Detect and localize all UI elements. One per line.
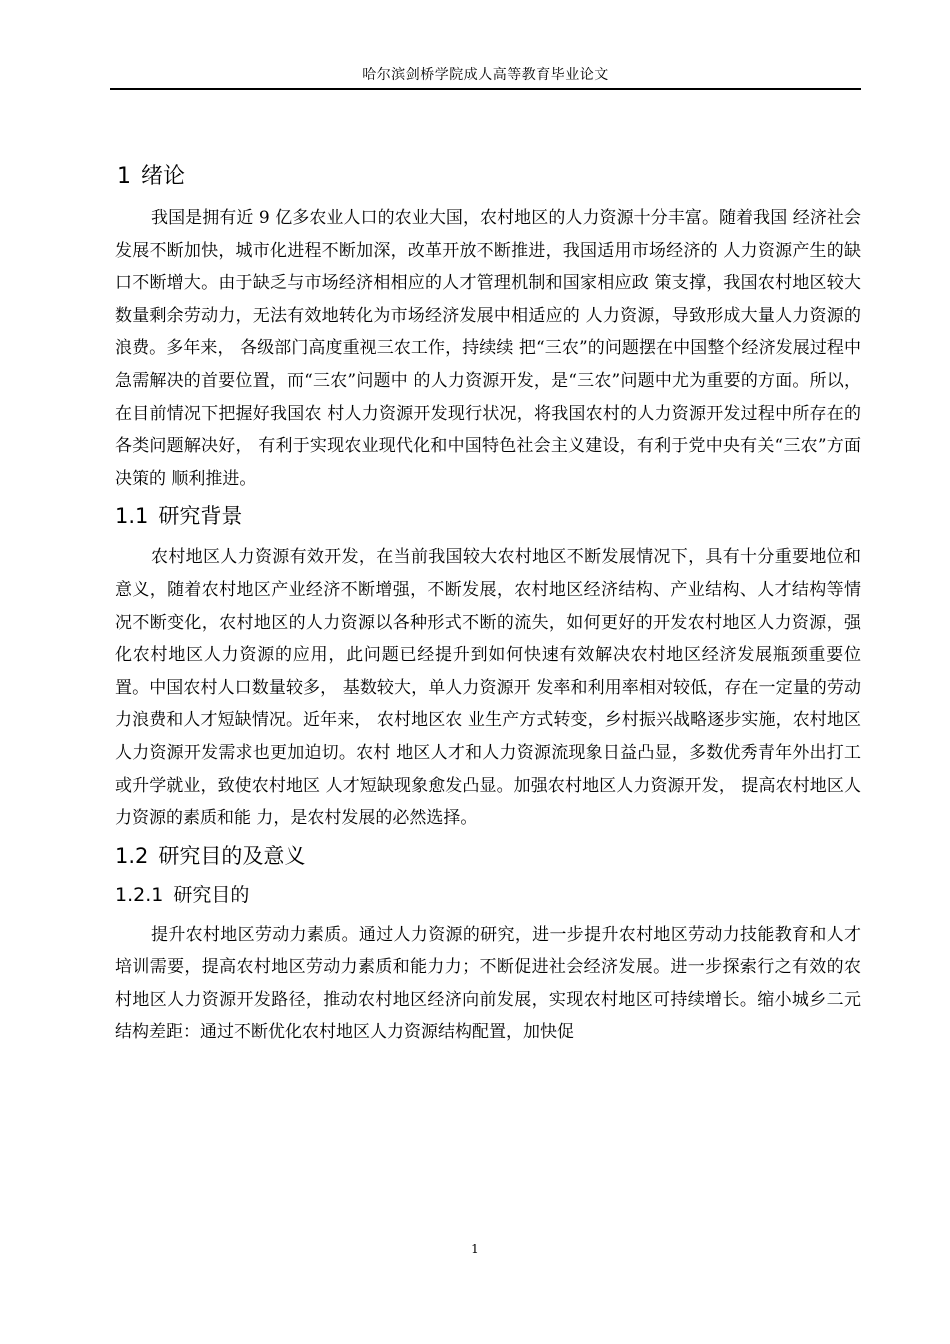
chapter-1-number: 1: [117, 164, 131, 189]
section-1-2-1-title: 研究目的: [173, 883, 250, 906]
header-rule: [110, 88, 861, 90]
running-header: 哈尔滨剑桥学院成人高等教育毕业论文: [362, 67, 609, 83]
section-1-1-paragraph: 农村地区人力资源有效开发，在当前我国较大农村地区不断发展情况下，具有十分重要地位和意义，随着农村地区产业经济不断增强，不断发展，农村地区经济结构、产业结构、人才结构等情况不断变化，农村地区的人力资源以各种形式不断的流失，如何更好的开发农村地区人力资源，强化农村地区人力资源的应用，此问题已经提升到如何快速有效解决农村地区经济发展瓶颈重要位置。中国农村人口数量较多， 基数较大，单人力资源开 发率和利用率相对较低，存在一定量的劳动力浪费和人才短缺情况。近年来， 农村地区农 业生产方式转变，乡村振兴战略逐步实施，农村地区人力资源开发需求也更加迫切。农村 地区人才和人力资源流现象日益凸显，多数优秀青年外出打工或升学就业，致使农村地区 人才短缺现象愈发凸显。加强农村地区人力资源开发， 提高农村地区人力资源的素质和能 力，是农村发展的必然选择。: [115, 547, 861, 829]
section-1-2-1-number: 1.2.1: [115, 883, 164, 906]
section-1-1-number: 1.1: [115, 504, 149, 529]
section-1-2-heading: [115, 841, 861, 871]
section-1-2-1-heading: [115, 881, 861, 909]
section-1-2-1-paragraph: 提升农村地区劳动力素质。通过人力资源的研究，进一步提升农村地区劳动力技能教育和人才培训需要，提高农村地区劳动力素质和能力力；不断促进社会经济发展。进一步探索行之有效的农村地区人力资源开发路径，推动农村地区经济向前发展，实现农村地区可持续增长。缩小城乡二元结构差距：通过不断优化农村地区人力资源结构配置，加快促: [115, 924, 861, 1043]
section-1-1-heading: [115, 501, 861, 531]
section-1-2-title: 研究目的及意义: [158, 843, 306, 868]
page-number: 1: [471, 1242, 479, 1256]
chapter-1-title: 绪论: [141, 164, 186, 189]
chapter-1-heading: [117, 162, 861, 192]
section-1-2-number: 1.2: [115, 843, 149, 868]
chapter-1-paragraph: 我国是拥有近 9 亿多农业人口的农业大国，农村地区的人力资源十分丰富。随着我国 经济社会发展不断加快，城市化进程不断加深，改革开放不断推进，我国适用市场经济的 人力资源产生的缺口不断增大。由于缺乏与市场经济相相应的人才管理机制和国家相应政 策支撑，我国农村地区较大数量剩余劳动力，无法有效地转化为市场经济发展中相适应的 人力资源，导致形成大量人力资源的浪费。多年来， 各级部门高度重视三农工作，持续续 把“三农”的问题摆在中国整个经济发展过程中急需解决的首要位置，而“三农”问题中 的人力资源开发，是“三农”问题中尤为重要的方面。所以，在目前情况下把握好我国农 村人力资源开发现行状况，将我国农村的人力资源开发过程中所存在的各类问题解决好， 有利于实现农业现代化和中国特色社会主义建设，有利于党中央有关“三农”方面决策的 顺利推进。: [115, 208, 861, 489]
document-body: [115, 162, 861, 1049]
section-1-1-title: 研究背景: [158, 504, 243, 529]
